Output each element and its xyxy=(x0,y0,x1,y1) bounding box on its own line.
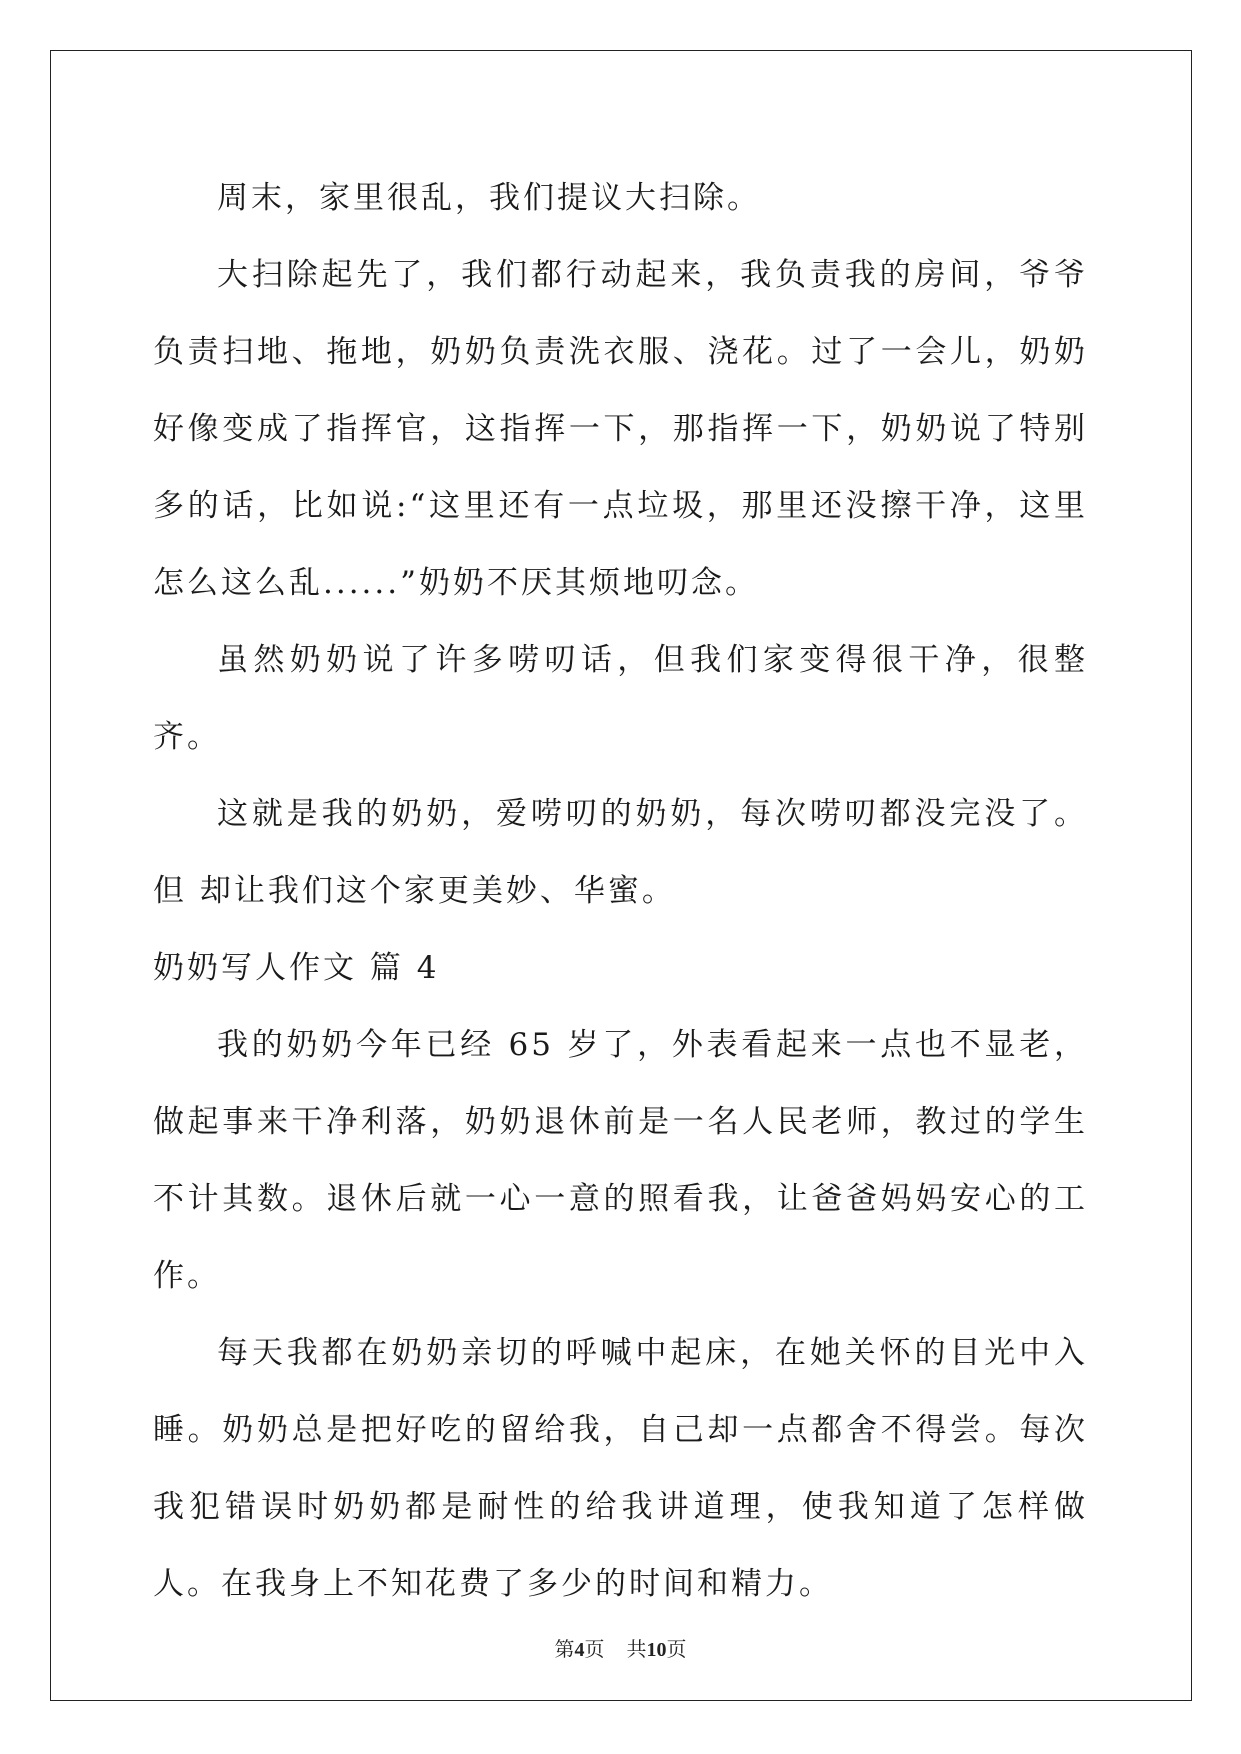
page-total: 10 xyxy=(646,1639,667,1661)
footer-prefix: 第 xyxy=(554,1639,575,1661)
paragraph: 虽然奶奶说了许多唠叨话，但我们家变得很干净，很整齐。 xyxy=(153,642,1088,755)
paragraph: 周末，家里很乱，我们提议大扫除。 xyxy=(217,180,761,216)
page-footer xyxy=(0,1633,1241,1662)
paragraph: 这就是我的奶奶，爱唠叨的奶奶，每次唠叨都没完没了。但 却让我们这个家更美妙、华蜜。 xyxy=(153,796,1088,909)
paragraph: 大扫除起先了，我们都行动起来，我负责我的房间，爷爷负责扫地、拖地，奶奶负责洗衣服、浇花。过了一会儿，奶奶好像变成了指挥官，这指挥一下，那指挥一下，奶奶说了特别多的话，比如说:“这里还有一点垃圾，那里还没擦干净，这里怎么这么乱......”奶奶不厌其烦地叨念。 xyxy=(153,257,1088,601)
paragraph: 每天我都在奶奶亲切的呼喊中起床，在她关怀的目光中入睡。奶奶总是把好吃的留给我，自己却一点都舍不得尝。每次我犯错误时奶奶都是耐性的给我讲道理，使我知道了怎样做人。在我身上不知花费了多少的时间和精力。 xyxy=(153,1335,1088,1602)
footer-total-suffix: 页 xyxy=(666,1639,687,1661)
footer-page-suffix: 页 xyxy=(584,1639,605,1661)
paragraph: 我的奶奶今年已经 65 岁了，外表看起来一点也不显老，做起事来干净利落，奶奶退休前是一名人民老师，教过的学生不计其数。退休后就一心一意的照看我，让爸爸妈妈安心的工作。 xyxy=(153,1027,1088,1294)
footer-total-prefix: 共 xyxy=(626,1639,647,1661)
page-number: 4 xyxy=(574,1639,585,1661)
section-heading: 奶奶写人作文 篇 4 xyxy=(153,950,440,986)
document-body xyxy=(153,160,1088,1623)
